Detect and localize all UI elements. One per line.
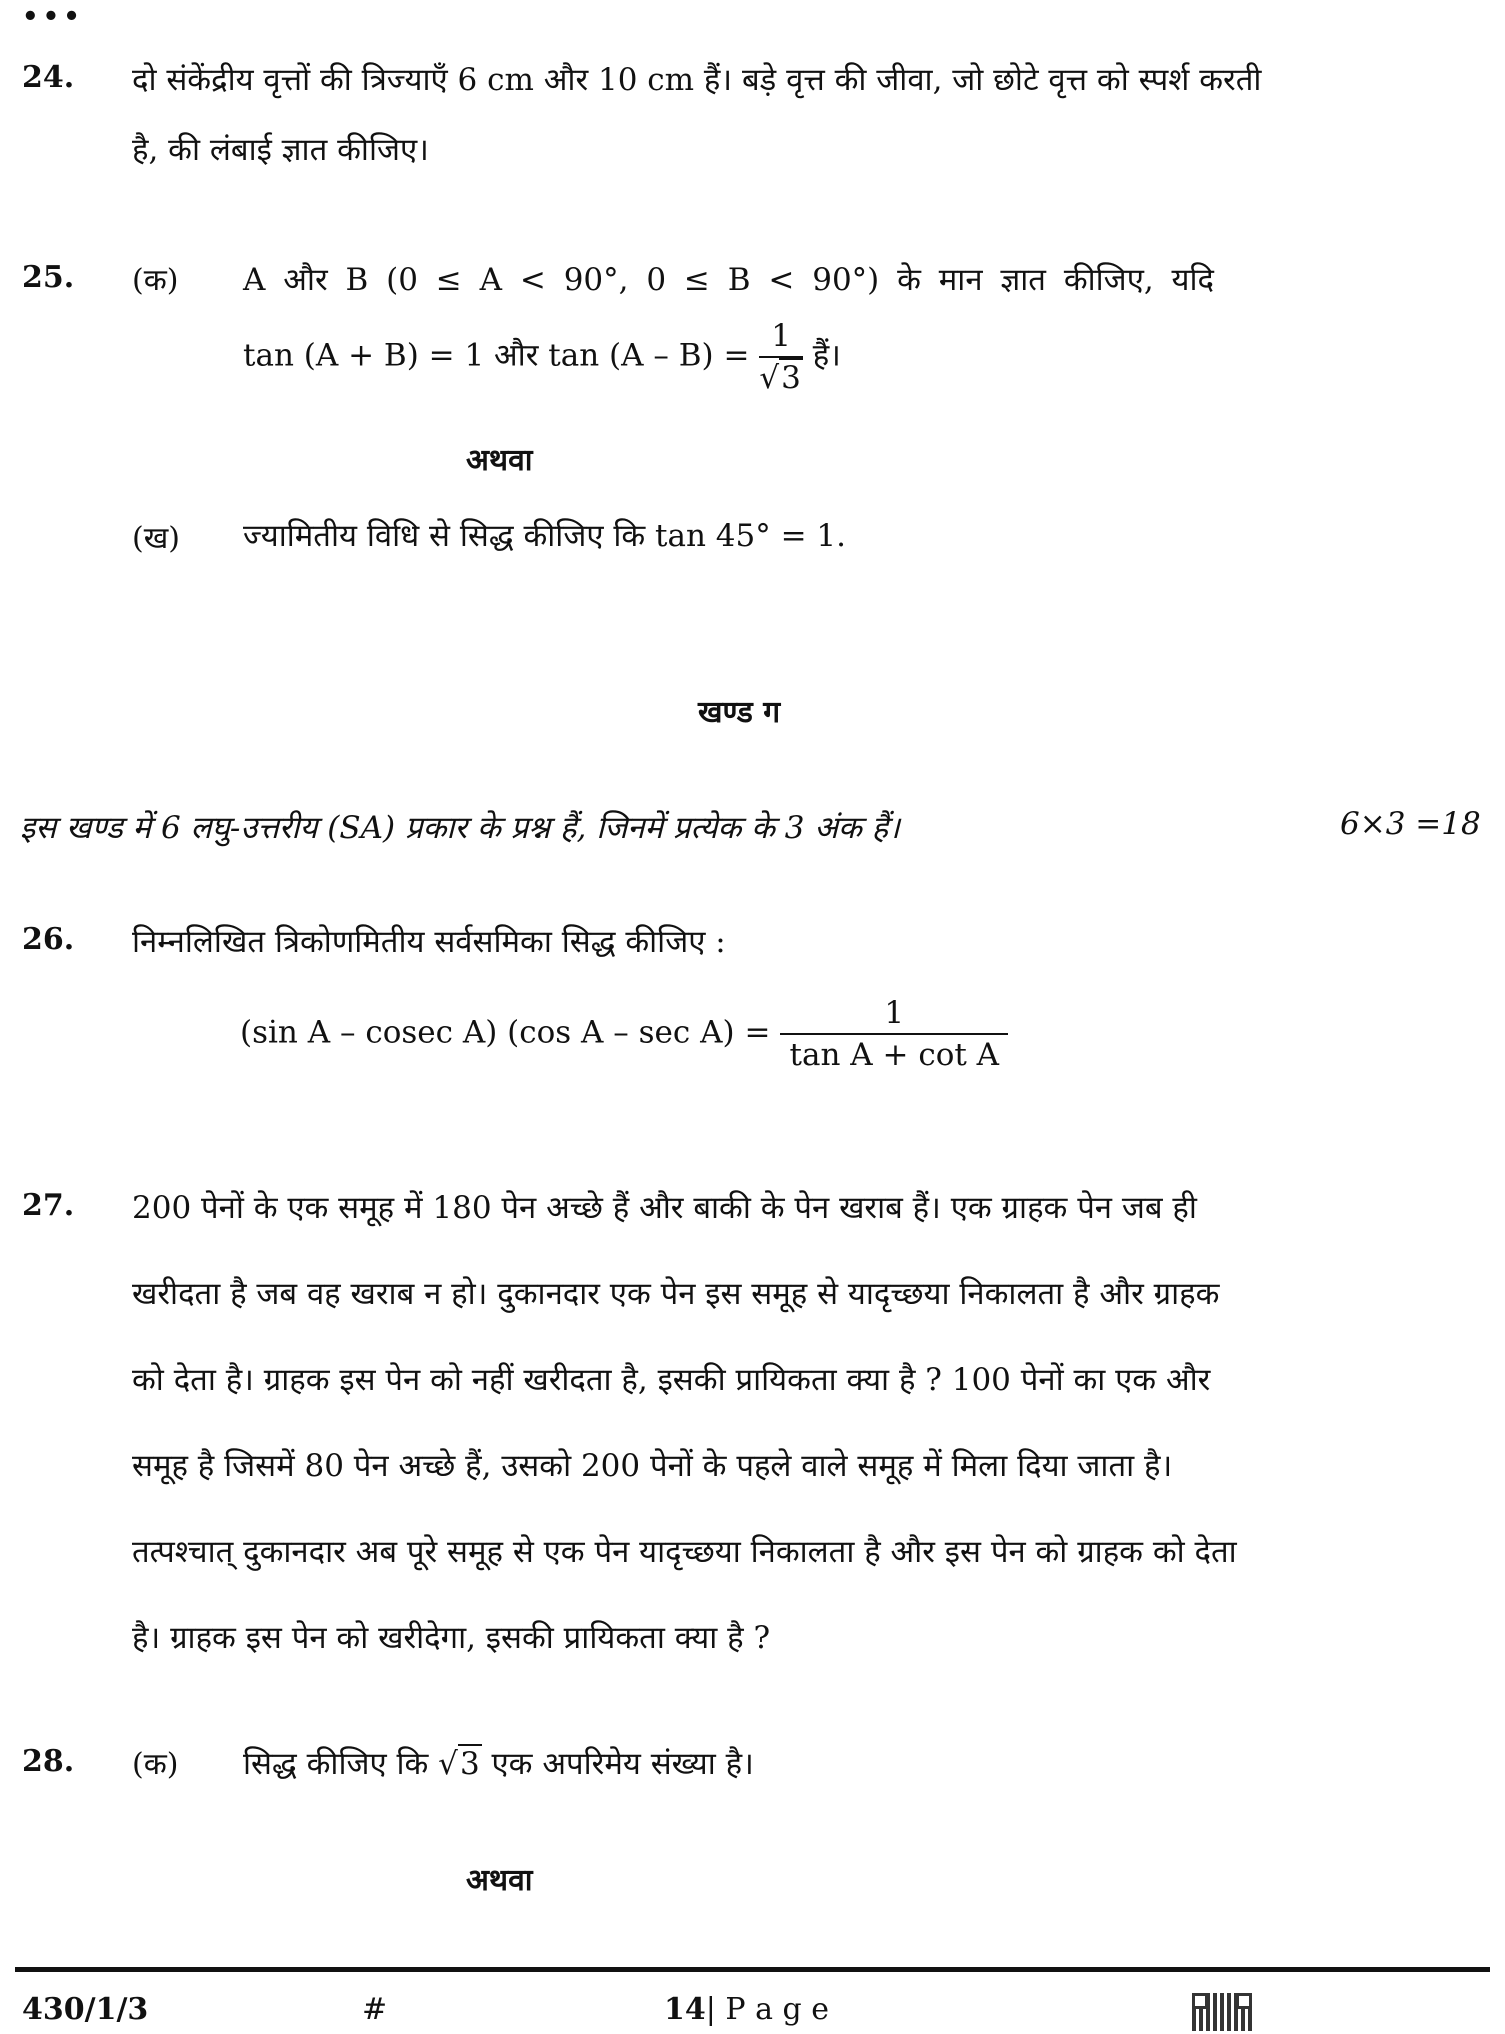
section-title: खण्ड ग (698, 695, 781, 730)
paper-code: 430/1/3 (22, 1992, 149, 2027)
question-number-26: 26. (22, 922, 75, 957)
question-number-24: 24. (22, 60, 75, 95)
q25-part-a-line2: tan (A + B) = 1 और tan (A – B) = $\frac{1}{√3}$ हैं। (243, 318, 841, 396)
q28-part-a-label: (क) (132, 1747, 179, 1782)
section-instruction: इस खण्ड में 6 लघु-उत्तरीय (SA) प्रकार के प्रश्न हैं, जिनमें प्रत्येक के 3 अंक हैं। (20, 810, 900, 846)
q25-part-a-label: (क) (132, 263, 179, 298)
q27-line: 200 पेनों के एक समूह में 180 पेन अच्छे हैं और बाकी के पेन खराब हैं। एक ग्राहक पेन जब ही (132, 1190, 1197, 1226)
q27-line: है। ग्राहक इस पेन को खरीदेगा, इसकी प्रायिकता क्या है ? (132, 1620, 771, 1656)
q24-line2: है, की लंबाई ज्ञात कीजिए। (132, 132, 429, 168)
q24-line1: दो संकेंद्रीय वृत्तों की त्रिज्याएँ 6 cm और 10 cm हैं। बड़े वृत्त की जीवा, जो छोटे वृत्त को स्पर्श करती (132, 62, 1262, 98)
q25-equation: tan (A + B) = 1 और tan (A – B) = (243, 337, 750, 374)
q27-line: तत्पश्चात् दुकानदार अब पूरे समूह से एक पेन यादृच्छया निकालता है और इस पेन को ग्राहक को देता (132, 1534, 1237, 1570)
q25-part-b-text: ज्यामितीय विधि से सिद्ध कीजिए कि tan 45° = 1. (243, 518, 846, 554)
sqrt-symbol: √3 (438, 1746, 480, 1782)
q25-part-b-label: (ख) (132, 521, 180, 556)
q25-part-a-line1: A और B (0 ≤ A < 90°, 0 ≤ B < 90°) के मान ज्ञात कीजिए, यदि (243, 262, 1215, 298)
qr-code-icon (1192, 1993, 1252, 2031)
q28-or-label: अथवा (466, 1863, 533, 1898)
page-number: 14| P a g e (664, 1992, 830, 2027)
question-number-25: 25. (22, 260, 75, 295)
q27-line: समूह है जिसमें 80 पेन अच्छे हैं, उसको 200 पेनों के पहले वाले समूह में मिला दिया जाता है। (132, 1448, 1173, 1484)
q27-line: को देता है। ग्राहक इस पेन को नहीं खरीदता है, इसकी प्रायिकता क्या है ? 100 पेनों का एक और (132, 1362, 1211, 1398)
header-dots: ••• (22, 2, 84, 32)
q27-line: खरीदता है जब वह खराब न हो। दुकानदार एक पेन इस समूह से यादृच्छया निकालता है और ग्राहक (132, 1276, 1220, 1312)
question-number-27: 27. (22, 1188, 75, 1223)
q26-identity (240, 995, 1008, 1073)
question-number-28: 28. (22, 1744, 75, 1779)
q25-fraction: $\frac{1}{√3}$ (759, 318, 801, 396)
footer-divider (15, 1967, 1490, 1972)
hash-mark: # (362, 1992, 388, 2027)
q26-text: निम्नलिखित त्रिकोणमितीय सर्वसमिका सिद्ध कीजिए : (132, 924, 726, 960)
q25-or-label: अथवा (466, 443, 533, 478)
q26-lhs: (sin A – cosec A) (cos A – sec A) = (240, 1014, 771, 1051)
q28-part-a-text: सिद्ध कीजिए कि √3 एक अपरिमेय संख्या है। (243, 1746, 754, 1782)
q26-fraction: $\frac{1}{\text{tan A + cot A}}$ (780, 995, 1008, 1073)
section-marks: 6×3 =18 (1340, 806, 1481, 842)
